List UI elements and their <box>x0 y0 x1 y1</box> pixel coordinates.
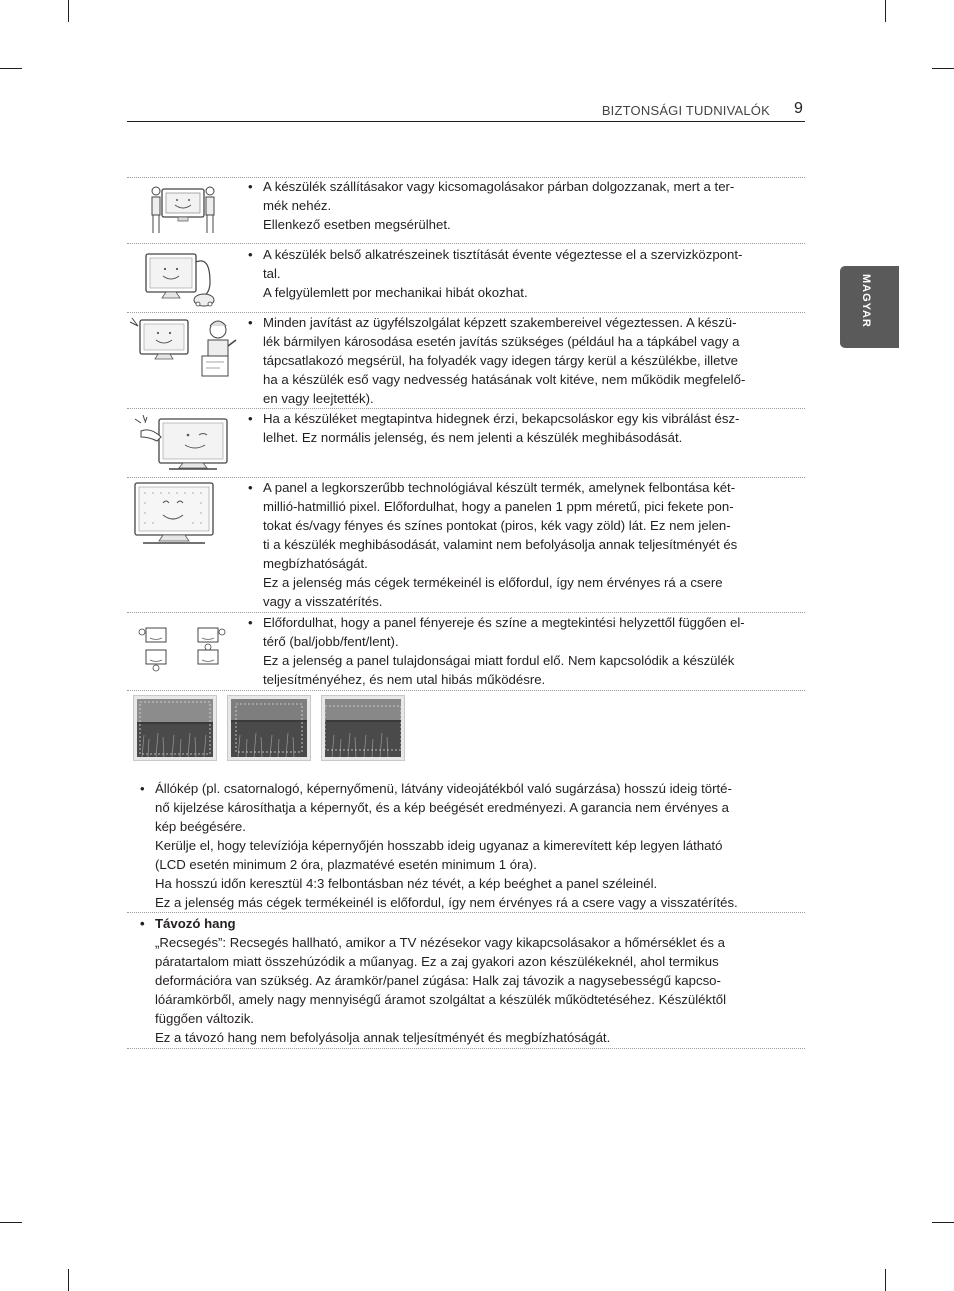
section-title: BIZTONSÁGI TUDNIVALÓK <box>601 103 770 118</box>
note-line: Ha hosszú időn keresztül 4:3 felbontásban néz tévét, a kép beéghet a panel széleinél. <box>155 876 658 891</box>
safety-note-viewing-angle <box>248 613 788 689</box>
crop-mark <box>932 1222 954 1223</box>
note-line: Ez a jelenség a panel tulajdonságai miatt fordul elő. Nem kapcsolódik a készülék <box>263 653 735 668</box>
note-line: A felgyülemlett por mechanikai hibát okozhat. <box>263 285 528 300</box>
bullet: • <box>248 480 253 495</box>
note-line: Ellenkező esetben megsérülhet. <box>263 217 451 232</box>
note-line: Minden javítást az ügyfélszolgálat képzett szakembereivel végeztessen. A készü- <box>263 315 737 330</box>
note-line: ti a készülék meghibásodását, valamint nem befolyásolja annak teljesítményét és <box>263 537 738 552</box>
bullet: • <box>248 315 253 330</box>
note-line: megbízhatóságát. <box>263 556 368 571</box>
note-line: függően változik. <box>155 1011 254 1026</box>
note-line: lelhet. Ez normális jelenség, és nem jelenti a készülék meghibásodását. <box>263 430 683 445</box>
landscape-thumbnail-1 <box>133 695 217 761</box>
crop-mark <box>68 1269 69 1291</box>
page-number: 9 <box>794 100 803 117</box>
note-line: A készülék szállításakor vagy kicsomagolásakor párban dolgozzanak, mert a ter- <box>263 179 735 194</box>
bullet: • <box>140 781 145 796</box>
note-line: A készülék belső alkatrészeinek tisztítását évente végeztesse el a szervizközpont- <box>263 247 743 262</box>
note-line: A panel a legkorszerűbb technológiával készült termék, amelynek felbontása két- <box>263 480 736 495</box>
tv-service-technician-icon <box>128 316 240 387</box>
landscape-thumbnail-2 <box>227 695 311 761</box>
note-line: lóáramkörből, amely nagy mennyiségű áramot szolgáltat a készülék működtetéséhez. Készüléktől <box>155 992 727 1007</box>
tv-touch-vibration-icon <box>133 413 233 480</box>
note-line: lék bármilyen károsodása esetén javítás szükséges (például ha a tápkábel vagy a <box>263 334 740 349</box>
note-line: ha a készülék eső vagy nedvesség hatásának volt kitéve, nem működik megfelelő- <box>263 372 746 387</box>
safety-note-pixels <box>248 478 788 611</box>
crop-mark <box>885 1269 886 1291</box>
bullet: • <box>248 411 253 426</box>
safety-note-service <box>248 313 788 408</box>
note-line: en vagy leejtették). <box>263 391 374 406</box>
note-line: deformációra van szükség. Az áramkör/panel zúgása: Halk zaj távozik a nagysebességű kapcso- <box>155 973 721 988</box>
safety-note-vibration <box>248 409 788 447</box>
bullet: • <box>248 179 253 194</box>
note-line: Ez a jelenség más cégek termékeinél is előfordul, így nem érvényes rá a csere <box>263 575 723 590</box>
note-line: teljesítményéhez, és nem utal hibás működésre. <box>263 672 546 687</box>
landscape-thumbnail-3 <box>321 695 405 761</box>
language-tab <box>840 266 899 348</box>
note-line: Ha a készüléket megtapintva hidegnek érzi, bekapcsoláskor egy kis vibrálást ész- <box>263 411 740 426</box>
note-line: Kerülje el, hogy televíziója képernyőjén hosszabb ideig ugyanaz a kimerevített kép legyen látható <box>155 838 723 853</box>
row-divider <box>127 1048 805 1049</box>
safety-note-cleaning <box>248 245 788 302</box>
note-line: vagy a visszatérítés. <box>263 594 383 609</box>
note-line: mék nehéz. <box>263 198 332 213</box>
bullet: • <box>140 916 145 931</box>
row-divider <box>127 912 805 913</box>
crop-mark <box>68 0 69 22</box>
crop-mark <box>885 0 886 22</box>
note-line: nő kijelzése károsíthatja a képernyőt, és a kép beégését eredményezi. A garancia nem érvényes a <box>155 800 729 815</box>
noise-heading: Távozó hang <box>155 916 236 931</box>
two-people-carrying-tv-icon <box>148 183 218 244</box>
note-line: tokat és/vagy fényes és színes pontokat (piros, kék vagy zöld) lát. Ez nem jelen- <box>263 518 731 533</box>
note-line: Ez a távozó hang nem befolyásolja annak teljesítményét és megbízhatóságát. <box>155 1030 611 1045</box>
note-line: millió-hatmillió pixel. Előfordulhat, hogy a panelen 1 ppm méretű, pici fekete pon- <box>263 499 734 514</box>
tv-viewing-angles-icon <box>136 620 228 677</box>
note-line: kép beégésére. <box>155 819 246 834</box>
note-line: tápcsatlakozó megsérül, ha folyadék vagy idegen tárgy kerül a készülékbe, illetve <box>263 353 739 368</box>
crop-mark <box>0 1222 22 1223</box>
tv-pixel-dots-icon <box>133 481 217 552</box>
note-line: páratartalom miatt összehúzódik a műanyag. Ez a zaj gyakori azon készülékeknél, ahol termikus <box>155 954 719 969</box>
burn-in-warning <box>140 779 790 912</box>
noise-note <box>140 914 790 1047</box>
note-line: Előfordulhat, hogy a panel fényereje és színe a megtekintési helyzettől függően el- <box>263 615 745 630</box>
tv-vacuum-cleaning-icon <box>138 248 220 315</box>
header-rule <box>127 121 805 122</box>
note-line: Állókép (pl. csatornalogó, képernyőmenü, látvány videojátékból való sugárzása) hosszú ideig törté- <box>155 781 732 796</box>
note-line: térő (bal/jobb/fent/lent). <box>263 634 399 649</box>
bullet: • <box>248 247 253 262</box>
note-line: „Recsegés”: Recsegés hallható, amikor a TV nézésekor vagy kikapcsolásakor a hőmérséklet és a <box>155 935 726 950</box>
crop-mark <box>932 68 954 69</box>
crop-mark <box>0 68 22 69</box>
bullet: • <box>248 615 253 630</box>
safety-note-carrying <box>248 177 788 234</box>
note-line: tal. <box>263 266 281 281</box>
note-line: (LCD esetén minimum 2 óra, plazmatévé esetén minimum 1 óra). <box>155 857 537 872</box>
row-divider <box>127 243 805 244</box>
language-tab-label: MAGYAR <box>860 274 872 328</box>
note-line: Ez a jelenség más cégek termékeinél is előfordul, így nem érvényes rá a csere vagy a visszatérítés. <box>155 895 738 910</box>
row-divider <box>127 690 805 691</box>
